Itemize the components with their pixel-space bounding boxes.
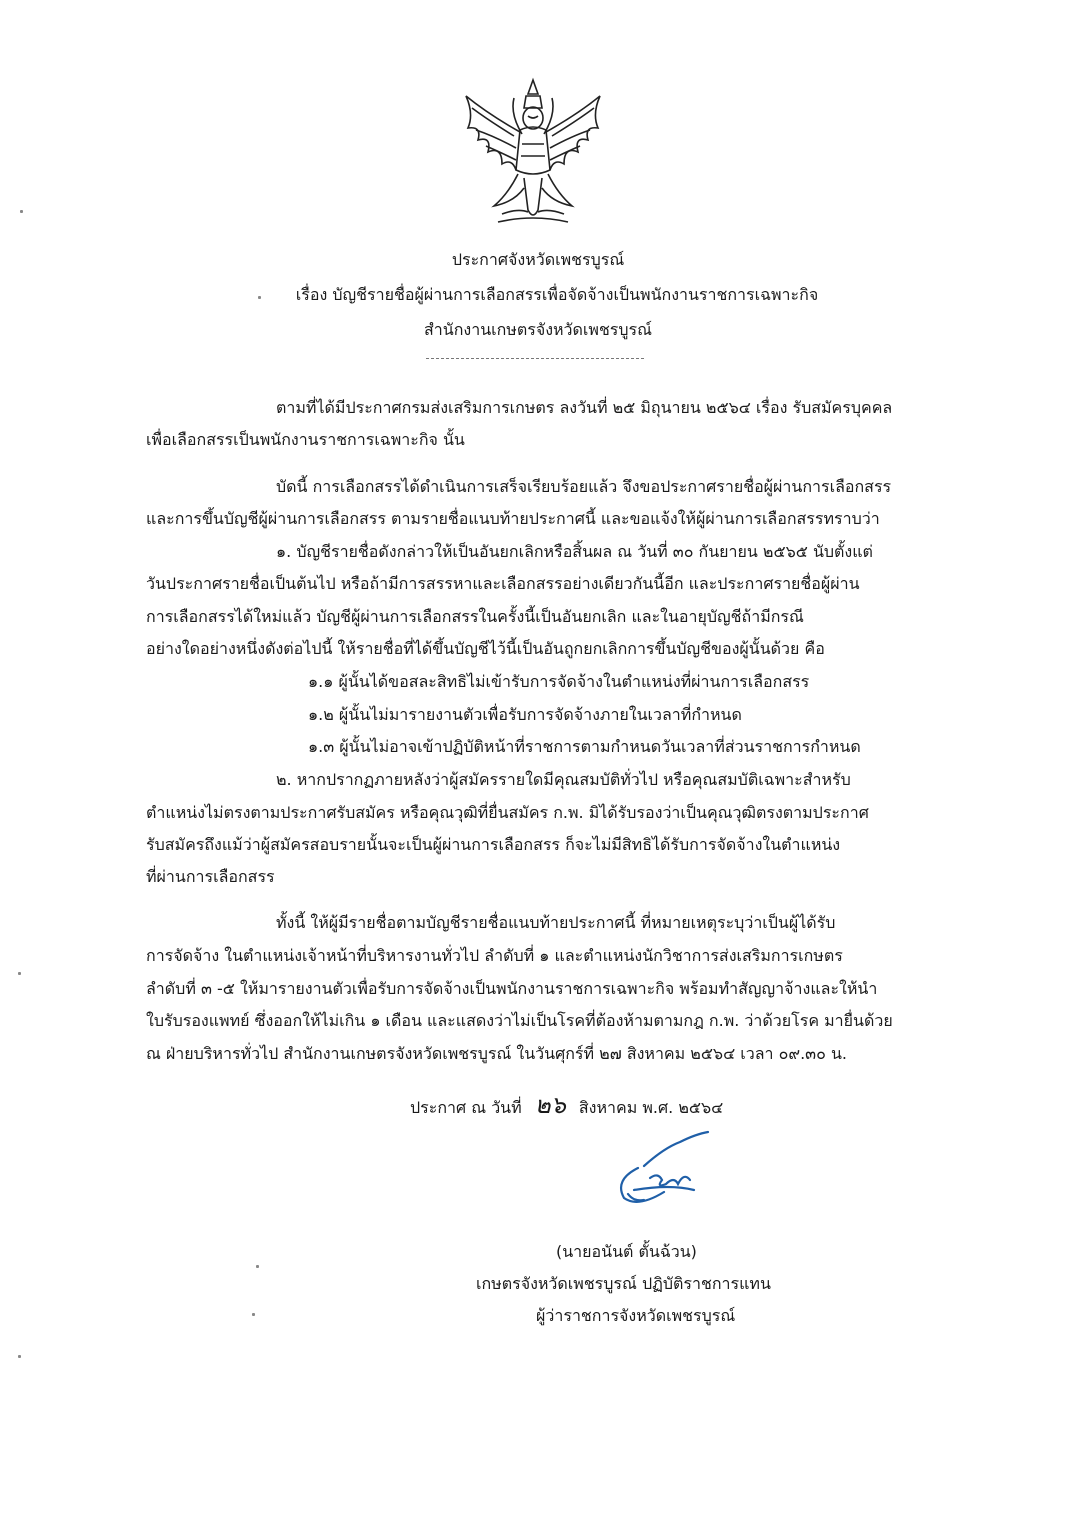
scan-speck <box>258 296 261 299</box>
item-1-line: อย่างใดอย่างหนึ่งดังต่อไปนี้ ให้รายชื่อที่ได้ขึ้นบัญชีไว้นี้เป็นอันถูกยกเลิกการขึ้นบัญชีของผู้นั้นด้วย คือ <box>146 639 825 658</box>
item-1-line: วันประกาศรายชื่อเป็นต้นไป หรือถ้ามีการสรรหาและเลือกสรรอย่างเดียวกันนี้อีก และประกาศรายชื่อผู้ผ่าน <box>146 574 860 593</box>
handwritten-signature-icon <box>604 1128 724 1210</box>
item-1-line: การเลือกสรรได้ใหม่แล้ว บัญชีผู้ผ่านการเลือกสรรในครั้งนี้เป็นอันยกเลิก และในอายุบัญชีถ้ามีกรณี <box>146 607 804 626</box>
date-prefix: ประกาศ ณ วันที่ <box>410 1098 522 1117</box>
item-1-line: ๑. บัญชีรายชื่อดังกล่าวให้เป็นอันยกเลิกหรือสิ้นผล ณ วันที่ ๓๐ กันยายน ๒๕๖๕ นับตั้งแต่ <box>276 542 873 561</box>
paragraph-3-line: ลำดับที่ ๓ -๕ ให้มารายงานตัวเพื่อรับการจัดจ้างเป็นพนักงานราชการเฉพาะกิจ พร้อมทำสัญญาจ้างและให้นำ <box>146 979 878 998</box>
scan-speck <box>18 972 21 975</box>
document-title: ประกาศจังหวัดเพชรบูรณ์ <box>451 250 625 269</box>
signatory-position: เกษตรจังหวัดเพชรบูรณ์ ปฏิบัติราชการแทน <box>476 1274 771 1293</box>
header-divider <box>426 358 644 359</box>
garuda-emblem-icon <box>458 74 608 230</box>
sub-item: ๑.๓ ผู้นั้นไม่อาจเข้าปฏิบัติหน้าที่ราชการตามกำหนดวันเวลาที่ส่วนราชการกำหนด <box>308 737 861 756</box>
date-day-handwritten: ๒๖ <box>534 1091 566 1119</box>
scan-speck <box>20 210 23 213</box>
item-2-line: ตำแหน่งไม่ตรงตามประกาศรับสมัคร หรือคุณวุฒิที่ยื่นสมัคร ก.พ. มิได้รับรองว่าเป็นคุณวุฒิตรงตามประกาศ <box>146 803 869 822</box>
paragraph-2-line: และการขึ้นบัญชีผู้ผ่านการเลือกสรร ตามรายชื่อแนบท้ายประกาศนี้ และขอแจ้งให้ผู้ผ่านการเลือกสรรทราบว่า <box>146 509 880 528</box>
paragraph-3-line: การจัดจ้าง ในตำแหน่งเจ้าหน้าที่บริหารงานทั่วไป ลำดับที่ ๑ และตำแหน่งนักวิชาการส่งเสริมการเกษตร <box>146 946 843 965</box>
date-line <box>410 1093 723 1120</box>
paragraph-3-line: ณ ฝ่ายบริหารทั่วไป สำนักงานเกษตรจังหวัดเพชรบูรณ์ ในวันศุกร์ที่ ๒๗ สิงหาคม ๒๕๖๔ เวลา ๐๙.๓๐ น. <box>146 1044 847 1063</box>
scan-speck <box>252 1313 255 1316</box>
paragraph-3-line: ทั้งนี้ ให้ผู้มีรายชื่อตามบัญชีรายชื่อแนบท้ายประกาศนี้ ที่หมายเหตุระบุว่าเป็นผู้ได้รับ <box>276 913 836 932</box>
sub-item: ๑.๒ ผู้นั้นไม่มารายงานตัวเพื่อรับการจัดจ้างภายในเวลาที่กำหนด <box>308 705 742 724</box>
issuing-office: สำนักงานเกษตรจังหวัดเพชรบูรณ์ <box>424 320 652 339</box>
item-2-line: ที่ผ่านการเลือกสรร <box>146 867 275 886</box>
paragraph-1-line: ตามที่ได้มีประกาศกรมส่งเสริมการเกษตร ลงวันที่ ๒๕ มิถุนายน ๒๕๖๔ เรื่อง รับสมัครบุคคล <box>276 398 893 417</box>
signatory-authority: ผู้ว่าราชการจังหวัดเพชรบูรณ์ <box>536 1306 736 1325</box>
paragraph-3-line: ใบรับรองแพทย์ ซึ่งออกให้ไม่เกิน ๑ เดือน และแสดงว่าไม่เป็นโรคที่ต้องห้ามตามกฎ ก.พ. ว่าด้วยโรค มายื่นด้วย <box>146 1011 893 1030</box>
item-2-line: รับสมัครถึงแม้ว่าผู้สมัครสอบรายนั้นจะเป็นผู้ผ่านการเลือกสรร ก็จะไม่มีสิทธิได้รับการจัดจ้างในตำแหน่ง <box>146 835 841 854</box>
date-month-year: สิงหาคม พ.ศ. ๒๕๖๔ <box>578 1098 724 1117</box>
scan-speck <box>18 1355 21 1358</box>
scan-speck <box>256 1265 259 1268</box>
sub-item: ๑.๑ ผู้นั้นได้ขอสละสิทธิไม่เข้ารับการจัดจ้างในตำแหน่งที่ผ่านการเลือกสรร <box>308 672 810 691</box>
item-2-line: ๒. หากปรากฏภายหลังว่าผู้สมัครรายใดมีคุณสมบัติทั่วไป หรือคุณสมบัติเฉพาะสำหรับ <box>276 770 851 789</box>
paragraph-2-line: บัดนี้ การเลือกสรรได้ดำเนินการเสร็จเรียบร้อยแล้ว จึงขอประกาศรายชื่อผู้ผ่านการเลือกสรร <box>276 477 892 496</box>
signatory-name: (นายอนันต์ ตั้นฉ้วน) <box>556 1242 697 1261</box>
paragraph-1-line: เพื่อเลือกสรรเป็นพนักงานราชการเฉพาะกิจ นั้น <box>146 430 465 449</box>
document-subject: เรื่อง บัญชีรายชื่อผู้ผ่านการเลือกสรรเพื่อจัดจ้างเป็นพนักงานราชการเฉพาะกิจ <box>295 285 819 304</box>
